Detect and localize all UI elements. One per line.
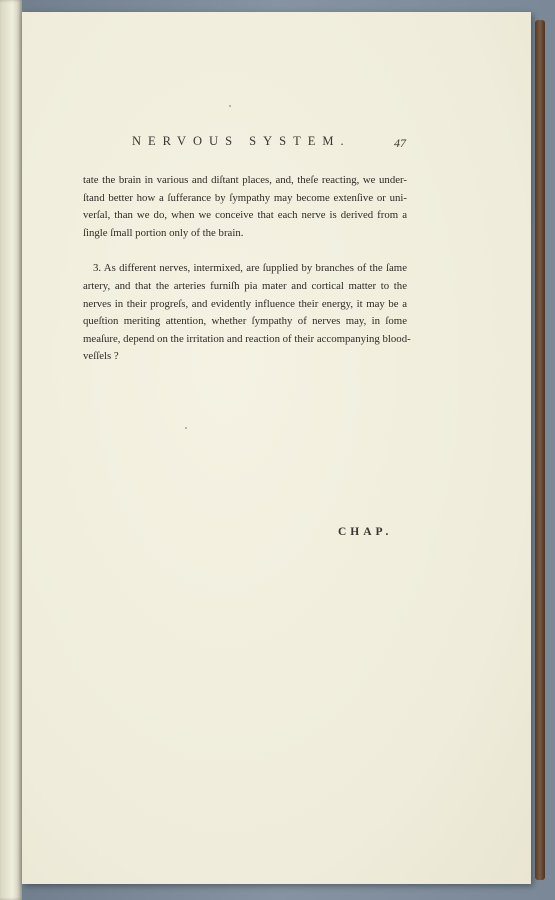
paper-speck [185,427,187,429]
text-line: verſal, than we do, when we conceive that each nerve is derived from a [83,209,407,222]
paper-speck [229,105,231,107]
text-line: 3. As different nerves, intermixed, are ſupplied by branches of the ſame [93,262,407,275]
paragraph-1 [83,172,407,242]
catchword: CHAP. [338,526,393,538]
text-line: tate the brain in various and diſtant places, and, theſe reacting, we under- [83,174,407,186]
text-line: nerves in their progreſs, and evidently influence their energy, it may be a [83,297,407,310]
book-spine-edge [535,20,545,880]
paragraph-2 [83,260,411,366]
page-number: 47 [394,136,406,150]
facing-page-edge [0,0,22,900]
text-line: ſingle ſmall portion only of the brain. [83,226,244,239]
text-line: veſſels ? [83,350,119,363]
text-line: ſtand better how a ſufferance by ſympathy may become extenſive or uni- [83,191,407,204]
text-line: meaſure, depend on the irritation and reaction of their accompanying blood- [83,332,411,345]
text-line: artery, and that the arteries furniſh pia mater and cortical matter to the [83,279,407,292]
body-text [83,172,411,366]
book-page [22,12,531,884]
text-line: queſtion meriting attention, whether ſympathy of nerves may, in ſome [83,315,407,328]
page-header [22,134,531,154]
running-title: NERVOUS SYSTEM. [132,134,351,148]
